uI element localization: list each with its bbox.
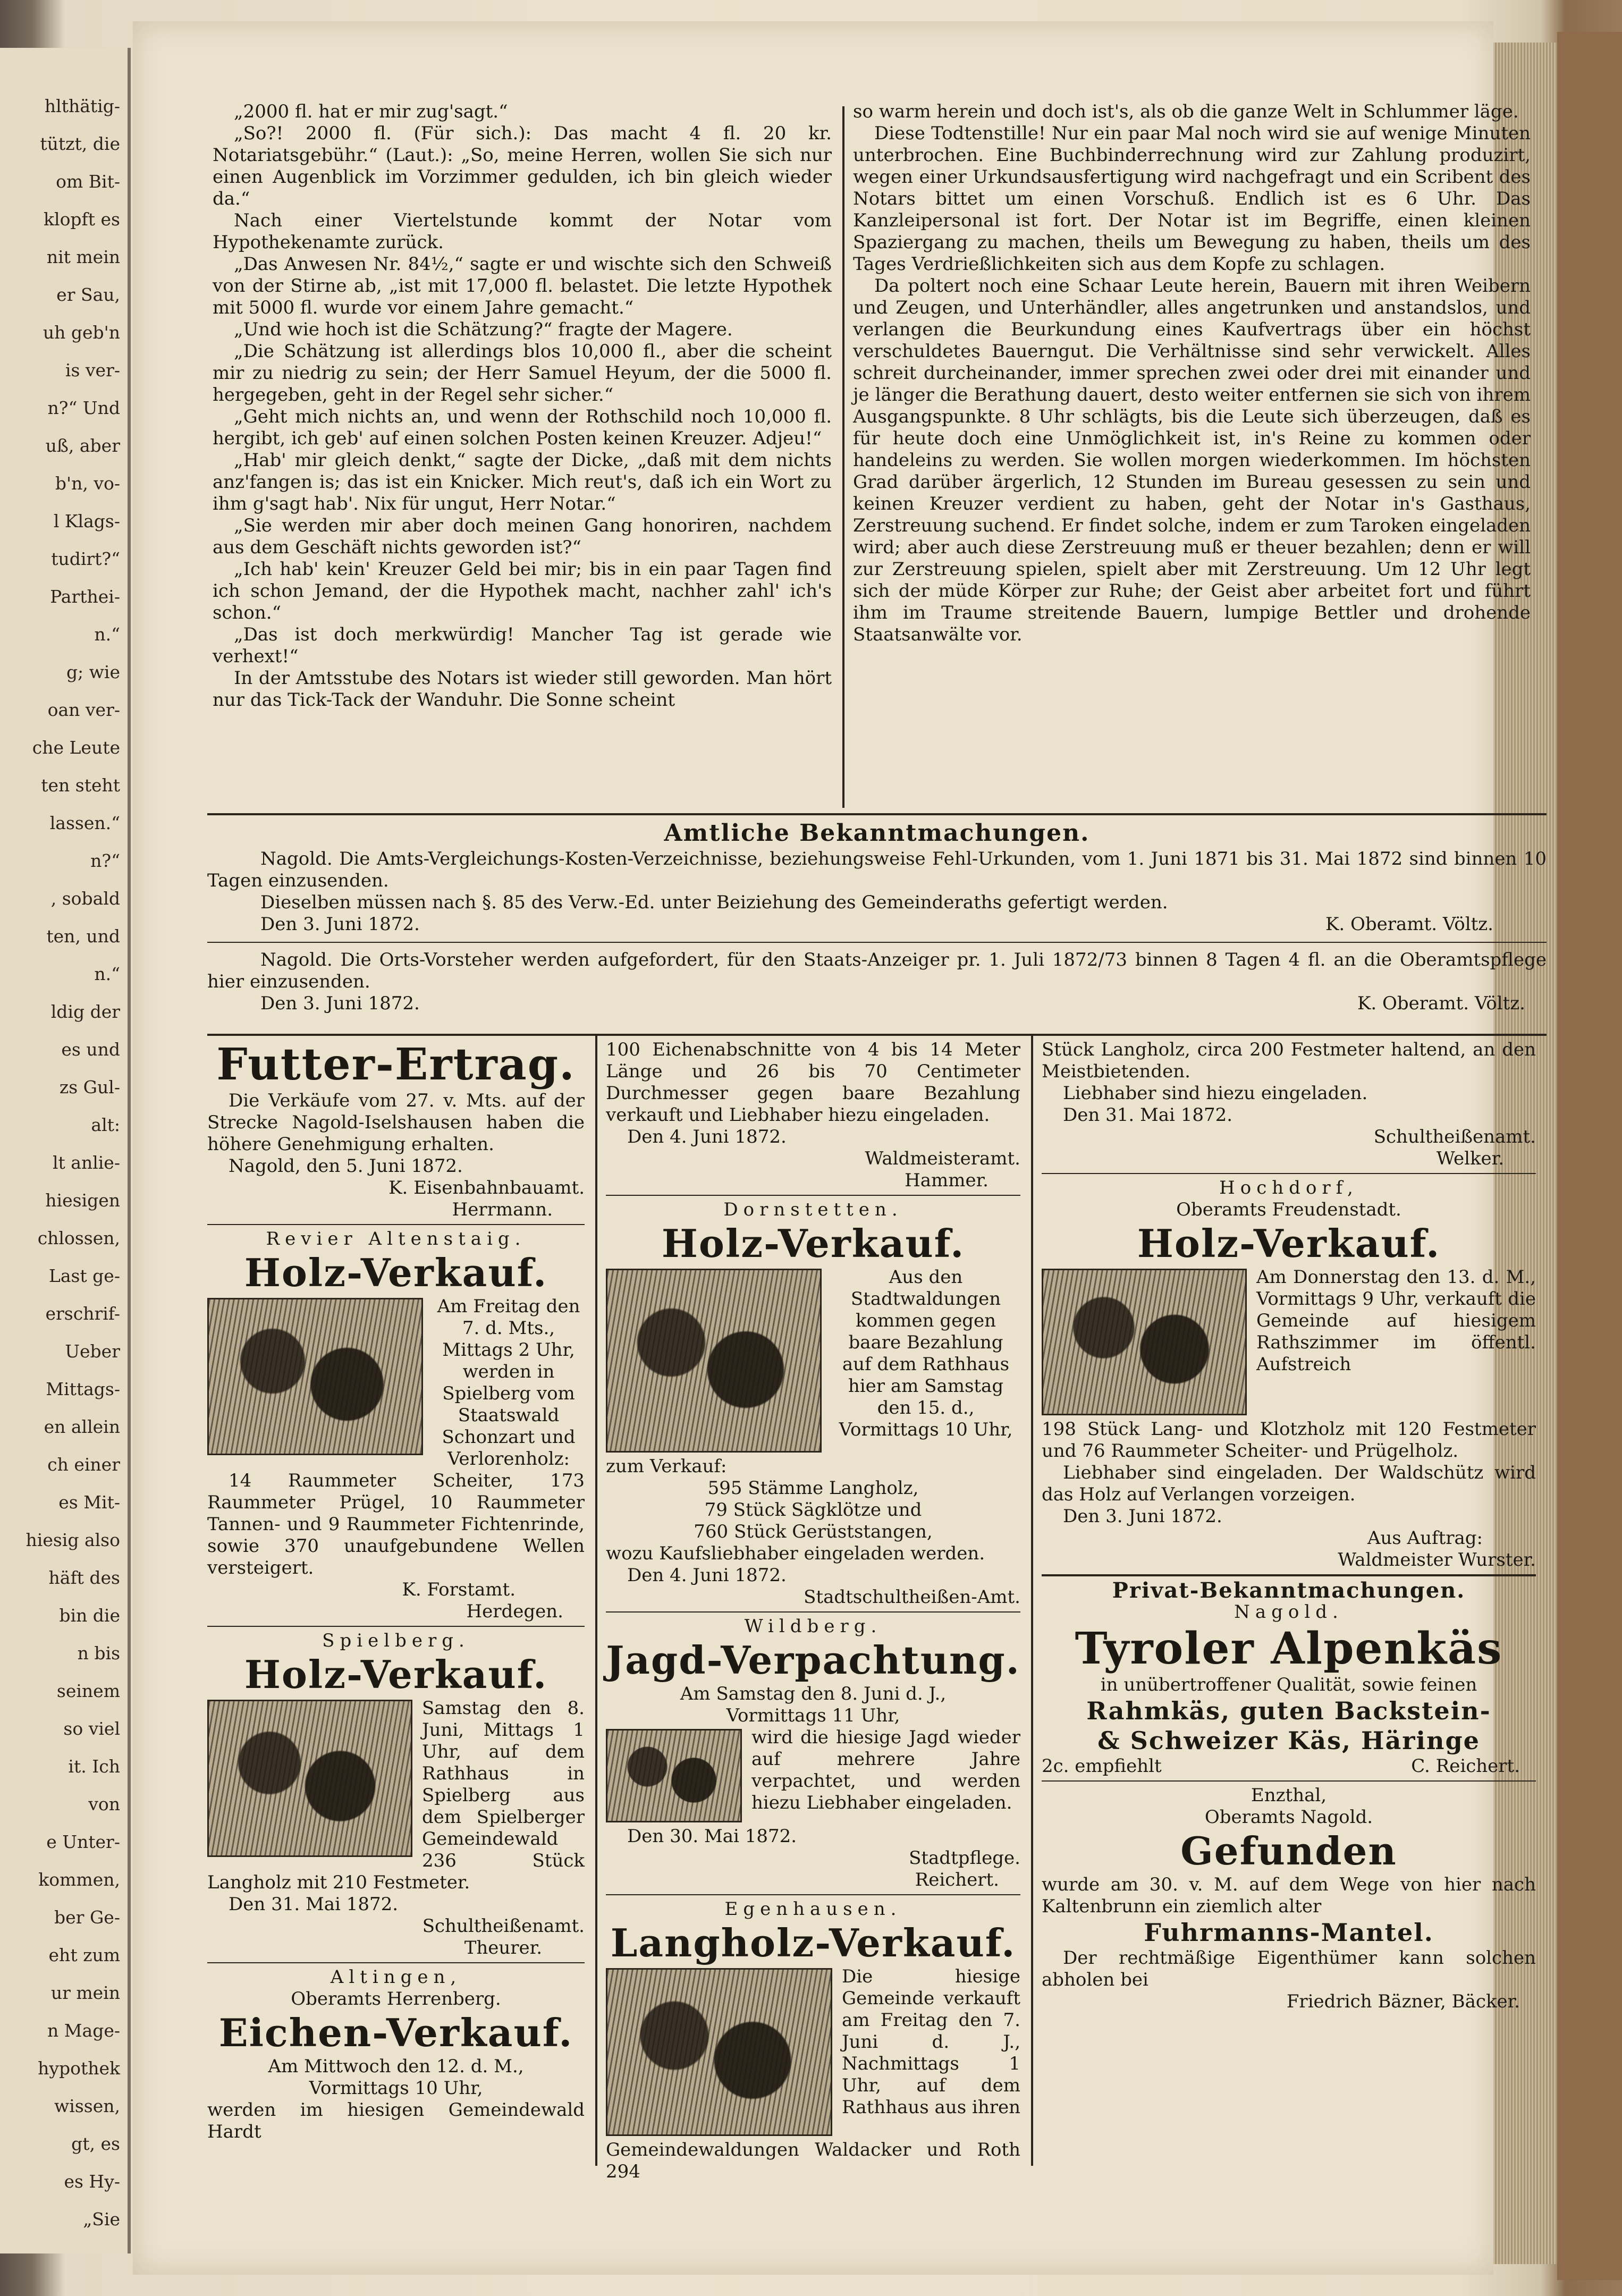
- previous-page-fragment: es Mit-: [58, 1492, 120, 1513]
- previous-page-fragment: n.“: [94, 964, 120, 984]
- dornstetten-l2: 79 Stück Sägklötze und: [704, 1499, 922, 1521]
- woodcut-forest-illustration: [606, 1269, 822, 1453]
- previous-page-fragment: n.“: [94, 624, 120, 645]
- official-notices: [207, 818, 1547, 1015]
- dornstetten-title: Holz-Verkauf.: [661, 1221, 965, 1266]
- altingen-place: Altingen,: [330, 1966, 462, 1988]
- ads-divider-2: [1031, 1034, 1033, 2166]
- previous-page-fragment: gt, es: [71, 2133, 120, 2154]
- hochdorf-items: 198 Stück Lang- und Klotzholz mit 120 Festmeter und 76 Raummeter Scheiter- und Prügelholz.: [1042, 1419, 1536, 1462]
- enzthal-sub: Oberamts Nagold.: [1204, 1807, 1373, 1828]
- section-rule: [207, 813, 1547, 815]
- ad-divider: [606, 1195, 1020, 1196]
- previous-page-fragment: ten steht: [41, 775, 120, 796]
- langholz-cont-sig1: Schultheißenamt.: [1373, 1126, 1536, 1147]
- altenstaig-items: 14 Raummeter Scheiter, 173 Raummeter Prügel, 10 Raummeter Tannen- und 9 Raummeter Fichtenrinde, sowie 370 unaufgebundene Wellen versteigert.: [207, 1470, 585, 1578]
- altingen-body2: Vormittags 10 Uhr,: [309, 2078, 483, 2099]
- wildberg-sig2: Reichert.: [915, 1869, 999, 1890]
- spielberg-title: Holz-Verkauf.: [244, 1652, 548, 1697]
- previous-page-fragment: „Sie: [83, 2209, 120, 2230]
- story-paragraph: so warm herein und doch ist's, als ob die ganze Welt in Schlummer läge.: [853, 101, 1519, 122]
- story-left-column: [213, 101, 832, 711]
- ad-divider: [606, 1611, 1020, 1613]
- story-right-column: [853, 101, 1531, 646]
- enzthal-sig: Friedrich Bäzner, Bäcker.: [1286, 1991, 1520, 2012]
- ad-divider: [207, 1626, 585, 1627]
- altenstaig-place: Revier Altenstaig.: [266, 1228, 526, 1250]
- futter-title: Futter-Ertrag.: [216, 1039, 576, 1090]
- hochdorf-sig2: Waldmeister Wurster.: [1338, 1549, 1536, 1571]
- story-paragraph: Da poltert noch eine Schaar Leute herein, Bauern mit ihren Weibern und Zeugen, und Unterhändler, alles angetrunken und anstandslos, und verlangen die Beurkundung eines Kaufvertrags über ein höchst verschuldetes Bauerngut. Die Verhältnisse sind sehr verwickelt. Alles schreit durcheinander, immer sprechen zwei oder drei mit einander und je länger die Berathung dauert, desto weiter entfernen sie sich von ihrem Ausgangspunkte. 8 Uhr schlägts, bis die Leute sich überzeugen, daß es für heute doch eine Unmöglichkeit ist, in's Reine zu kommen oder handeleins zu werden. Sie wollen morgen wiederkommen. Im höchsten Grad darüber ärgerlich, 12 Stunden im Bureau gesessen zu sein und keinen Kreuzer verdient zu haben, geht der Notar in's Gasthaus, Zerstreuung suchend. Er findet solche, indem er zum Taroken eingeladen wird; aber auch diese Zerstreuung muß er theuer bezahlen; denn er will zur Zerstreuung spielen, spielt aber mit Zerstreuung. Um 12 Uhr legt sich der müde Körper zur Ruhe; der Geist aber arbeitet fort und führt ihm im Traume streitende Bauern, lumpige Bettler und drohende Staatsanwälte vor.: [853, 275, 1531, 645]
- previous-page-fragment: hlthätig-: [44, 96, 120, 116]
- egenhausen-title: Langholz-Verkauf.: [610, 1920, 1016, 1965]
- previous-page-fragment: g; wie: [66, 662, 120, 682]
- dornstetten-date: Den 4. Juni 1872.: [627, 1565, 787, 1586]
- notice-divider: [207, 942, 1547, 943]
- story-paragraph: „Hab' mir gleich denkt,“ sagte der Dicke, „daß mit dem nichts anz'fangen is; das ist ein Knicker. Mich reut's, daß ich ein Wort zu ihm g'sagt hab'. Nix für ungut, Herr Notar.“: [213, 450, 832, 514]
- previous-page-fragment: n Mage-: [47, 2020, 120, 2041]
- spielberg-body: Samstag den 8. Juni, Mittags 1 Uhr, auf dem Rathhaus in Spielberg aus dem Spielberger Gemeindewald 236 Stück Langholz mit 210 Festmeter.: [207, 1698, 585, 1893]
- previous-page-fragment: ber Ge-: [54, 1907, 120, 1928]
- hochdorf-sub: Oberamts Freudenstadt.: [1176, 1199, 1401, 1220]
- wildberg-title: Jagd-Verpachtung.: [606, 1637, 1020, 1683]
- altingen-title: Eichen-Verkauf.: [218, 2010, 573, 2055]
- previous-page-fragment: ldig der: [50, 1001, 120, 1022]
- private-heading: Privat-Bekanntmachungen.: [1112, 1578, 1466, 1603]
- previous-page-fragment: Last ge-: [48, 1265, 120, 1286]
- eichen-cont-sig2: Hammer.: [905, 1170, 989, 1191]
- hochdorf-date: Den 3. Juni 1872.: [1063, 1506, 1222, 1527]
- hochdorf-title: Holz-Verkauf.: [1137, 1221, 1441, 1266]
- previous-page-fragment: seinem: [56, 1681, 120, 1701]
- previous-page-fragment: oan ver-: [47, 699, 120, 720]
- previous-page-fragment: ch einer: [47, 1454, 120, 1475]
- previous-page-fragment: klopft es: [44, 209, 120, 230]
- enzthal-item: Fuhrmanns-Mantel.: [1144, 1918, 1434, 1947]
- wildberg-place: Wildberg.: [744, 1616, 882, 1637]
- langholz-cont-body2: Liebhaber sind hiezu eingeladen.: [1063, 1083, 1368, 1104]
- previous-page-fragment: wissen,: [54, 2096, 120, 2116]
- hochdorf-body: Am Donnerstag den 13. d. M., Vormittags 9 Uhr, verkauft die Gemeinde auf hiesigem Rathszimmer im öffentl. Aufstreich: [1256, 1267, 1536, 1375]
- previous-page-fragment: is ver-: [65, 360, 120, 381]
- hochdorf-invite: Liebhaber sind eingeladen. Der Waldschütz wird das Holz auf Verlangen vorzeigen.: [1042, 1462, 1536, 1505]
- woodcut-forest-illustration: [1042, 1269, 1247, 1415]
- wildberg-body2: Vormittags 11 Uhr,: [726, 1705, 900, 1726]
- book-cover-edge: [1557, 32, 1622, 2280]
- previous-page-fragment: hiesigen: [45, 1190, 120, 1211]
- notice1-text2: Dieselben müssen nach §. 85 des Verw.-Ed. unter Beiziehung des Gemeinderaths gefertigt werden.: [260, 892, 1168, 913]
- story-paragraph: Diese Todtenstille! Nur ein paar Mal noch wird sie auf wenige Minuten unterbrochen. Eine Buchbinderrechnung wird zur Zahlung produzirt, wegen einer Urkundsausfertigung wird nachgefragt und ein Scribent des Notars bittet um einen Vorschuß. Endlich ist es 6 Uhr. Das Kanzleipersonal ist fort. Der Notar ist im Begriffe, einen kleinen Spaziergang zu machen, theils um Bewegung zu haben, theils um des Tages Verdrießlichkeiten sich aus dem Kopfe zu schlagen.: [853, 123, 1531, 275]
- enzthal-title: Gefunden: [1180, 1828, 1397, 1873]
- altingen-body3: werden im hiesigen Gemeindewald Hardt: [207, 2099, 585, 2142]
- previous-page-fragment: che Leute: [32, 737, 120, 758]
- story-paragraph: „2000 fl. hat er mir zug'sagt.“: [234, 101, 508, 122]
- previous-page-fragment: it. Ich: [68, 1756, 120, 1777]
- ads-column-1: [207, 1039, 585, 2143]
- eichen-cont-date: Den 4. Juni 1872.: [627, 1126, 787, 1147]
- wildberg-date: Den 30. Mai 1872.: [627, 1826, 797, 1847]
- altenstaig-sig2: Herdegen.: [466, 1601, 563, 1622]
- private-seller: C. Reichert.: [1411, 1755, 1520, 1777]
- previous-page-fragment: l Klags-: [53, 511, 120, 531]
- story-paragraph: „So?! 2000 fl. (Für sich.): Das macht 4 fl. 20 kr. Notariatsgebühr.“ (Laut.): „So, meine Herren, wollen Sie sich nur einen Augenblick im Vorzimmer gedulden, ich bin gleich wieder da.“: [213, 123, 832, 209]
- private-title: Tyroler Alpenkäs: [1075, 1623, 1503, 1674]
- futter-body: Die Verkäufe vom 27. v. Mts. auf der Strecke Nagold-Iselshausen haben die höhere Genehmigung erhalten.: [207, 1090, 585, 1155]
- wildberg-body3: wird die hiesige Jagd wieder auf mehrere Jahre verpachtet, und werden hiezu Liebhaber eingeladen.: [751, 1727, 1020, 1813]
- ads-divider-1: [595, 1034, 597, 2166]
- langholz-cont-body: Stück Langholz, circa 200 Festmeter haltend, an den Meistbietenden.: [1042, 1039, 1536, 1082]
- story-paragraph: „Sie werden mir aber doch meinen Gang honoriren, nachdem aus dem Geschäft nichts geworden ist?“: [213, 515, 832, 558]
- newspaper-page: [133, 21, 1547, 2275]
- previous-page-fragment: bin die: [59, 1605, 120, 1626]
- dornstetten-tail: wozu Kaufsliebhaber eingeladen werden.: [606, 1543, 985, 1564]
- ad-divider: [207, 1224, 585, 1225]
- private-line1: in unübertroffener Qualität, sowie feinen: [1100, 1674, 1477, 1695]
- previous-page-fragment: om Bit-: [56, 171, 120, 192]
- previous-page-fragment: uß, aber: [45, 435, 120, 456]
- notice1-signer: K. Oberamt. Völtz.: [1325, 914, 1493, 935]
- previous-page-fragment: tudirt?“: [51, 548, 120, 569]
- story-paragraph: „Ich hab' kein' Kreuzer Geld bei mir; bis in ein paar Tagen find ich schon Jemand, der die Hypothek macht, nachher zahl' ich's schon.“: [213, 559, 832, 623]
- dornstetten-zum: zum Verkauf:: [606, 1456, 727, 1477]
- previous-page-fragment: es und: [61, 1039, 120, 1060]
- previous-page-fragment: kommen,: [38, 1869, 120, 1890]
- eichen-cont-sig1: Waldmeisteramt.: [865, 1148, 1020, 1169]
- previous-page-fragment: e Unter-: [46, 1831, 120, 1852]
- story-paragraph: Nach einer Viertelstunde kommt der Notar vom Hypothekenamte zurück.: [213, 210, 832, 253]
- previous-page-fragment: lt anlie-: [52, 1152, 120, 1173]
- previous-page-fragment: Ueber: [65, 1341, 120, 1362]
- woodcut-forest-illustration: [207, 1700, 412, 1857]
- private-place: Nagold.: [1234, 1601, 1344, 1623]
- previous-page-fragment: alt:: [91, 1115, 120, 1135]
- previous-page-fragment: häft des: [48, 1567, 120, 1588]
- woodcut-hunter-illustration: [606, 1729, 742, 1822]
- dornstetten-l1: 595 Stämme Langholz,: [707, 1478, 919, 1499]
- previous-page-fragment: chlossen,: [37, 1228, 120, 1248]
- eichen-cont-body: 100 Eichenabschnitte von 4 bis 14 Meter Länge und 26 bis 70 Centimeter Durchmesser gegen baare Bezahlung verkauft und Liebhaber hiezu eingeladen.: [606, 1039, 1020, 1126]
- ad-divider: [606, 1894, 1020, 1895]
- altingen-body1: Am Mittwoch den 12. d. M.,: [268, 2056, 524, 2077]
- ads-rule: [207, 1034, 1547, 1036]
- notice2-text: Nagold. Die Orts-Vorsteher werden aufgefordert, für den Staats-Anzeiger pr. 1. Juli 1872/73 binnen 8 Tagen 4 fl. an die Oberamtspflege hier einzusenden.: [207, 949, 1547, 992]
- previous-page-fragment: Parthei-: [50, 586, 120, 607]
- spielberg-sig1: Schultheißenamt.: [422, 1915, 585, 1937]
- story-paragraph: „Geht mich nichts an, und wenn der Rothschild noch 10,000 fl. hergibt, ich geb' auf einen solchen Posten keinen Kreuzer. Adjeu!“: [213, 406, 832, 449]
- previous-page-fragment: en allein: [44, 1416, 120, 1437]
- private-big2: & Schweizer Käs, Häringe: [1097, 1726, 1480, 1755]
- previous-page-fragment: , sobald: [50, 888, 120, 909]
- previous-page-edge: [0, 48, 131, 2253]
- story-paragraph: „Und wie hoch ist die Schätzung?“ fragte der Magere.: [234, 319, 733, 340]
- egenhausen-place: Egenhausen.: [724, 1898, 902, 1920]
- previous-page-fragment: es Hy-: [64, 2171, 120, 2192]
- woodcut-forest-illustration: [207, 1298, 423, 1455]
- spielberg-sig2: Theurer.: [464, 1937, 542, 1959]
- wildberg-sig1: Stadtpflege.: [909, 1847, 1020, 1869]
- notice1-text: Nagold. Die Amts-Vergleichungs-Kosten-Verzeichnisse, beziehungsweise Fehl-Urkunden, vom 1. Juni 1871 bis 31. Mai 1872 sind binnen 10 Tagen einzusenden.: [207, 848, 1547, 891]
- previous-page-fragment: nit mein: [46, 247, 120, 267]
- notice1-date: Den 3. Juni 1872.: [260, 914, 420, 935]
- previous-page-fragment: so viel: [63, 1718, 120, 1739]
- previous-page-fragment: n bis: [77, 1643, 120, 1664]
- notice2-signer: K. Oberamt. Völtz.: [1357, 993, 1525, 1014]
- altenstaig-title: Holz-Verkauf.: [244, 1250, 548, 1295]
- hochdorf-place: Hochdorf,: [1219, 1177, 1358, 1198]
- previous-page-fragment: von: [88, 1794, 120, 1814]
- previous-page-fragment: lassen.“: [49, 813, 120, 833]
- altenstaig-body: Am Freitag den 7. d. Mts., Mittags 2 Uhr, werden in Spielberg vom Staatswald Schonzart und Verlorenholz:: [437, 1296, 580, 1470]
- previous-page-fragment: n?“ Und: [47, 398, 120, 418]
- dornstetten-body: Aus den Stadtwaldungen kommen gegen baare Bezahlung auf dem Rathhaus hier am Samstag den 15. d., Vormittags 10 Uhr,: [839, 1267, 1013, 1440]
- previous-page-fragment: n?“: [90, 850, 120, 871]
- previous-page-fragment: uh geb'n: [43, 322, 120, 343]
- langholz-cont-date: Den 31. Mai 1872.: [1063, 1104, 1233, 1126]
- ads-column-2: [606, 1039, 1020, 2183]
- spielberg-place: Spielberg.: [322, 1630, 470, 1651]
- dornstetten-sig: Stadtschultheißen-Amt.: [804, 1586, 1020, 1608]
- enzthal-place: Enzthal,: [1251, 1785, 1327, 1806]
- previous-page-fragment: ten, und: [46, 926, 120, 947]
- story-paragraph: „Das Anwesen Nr. 84½,“ sagte er und wischte sich den Schweiß von der Stirne ab, „ist mit 17,000 fl. belastet. Die letzte Hypothek mit 5000 fl. wurde vor einem Jahre gemacht.“: [213, 254, 832, 318]
- wildberg-body1: Am Samstag den 8. Juni d. J.,: [680, 1683, 947, 1704]
- egenhausen-body: Die hiesige Gemeinde verkauft am Freitag den 7. Juni d. J., Nachmittags 1 Uhr, auf dem Rathhaus aus ihren Gemeindewaldungen Waldacker und Roth 294: [606, 1966, 1020, 2182]
- ad-divider: [1042, 1574, 1536, 1576]
- ads-column-3: [1042, 1039, 1536, 2013]
- column-divider: [842, 106, 844, 808]
- previous-page-fragment: erschrif-: [45, 1303, 120, 1324]
- ad-divider: [1042, 1173, 1536, 1174]
- story-paragraph: „Das ist doch merkwürdig! Mancher Tag ist gerade wie verhext!“: [213, 624, 832, 667]
- previous-page-fragment: er Sau,: [56, 284, 120, 305]
- ad-divider: [1042, 1780, 1536, 1782]
- previous-page-fragment: Mittags-: [46, 1379, 120, 1399]
- previous-page-fragment: hypothek: [38, 2058, 120, 2079]
- ad-divider: [207, 1962, 585, 1963]
- previous-page-fragment: ur mein: [50, 1982, 120, 2003]
- previous-page-fragment: tützt, die: [40, 133, 120, 154]
- previous-page-fragment: b'n, vo-: [55, 473, 120, 494]
- dornstetten-l3: 760 Stück Gerüststangen,: [694, 1521, 933, 1542]
- futter-sig2: Herrmann.: [452, 1199, 553, 1220]
- enzthal-body2: Der rechtmäßige Eigenthümer kann solchen abholen bei: [1042, 1947, 1536, 1990]
- langholz-cont-sig2: Welker.: [1436, 1148, 1504, 1169]
- spielberg-date: Den 31. Mai 1872.: [229, 1894, 399, 1915]
- futter-sig1: K. Eisenbahnbauamt.: [388, 1177, 585, 1198]
- story-paragraph: „Die Schätzung ist allerdings blos 10,000 fl., aber die scheint mir zu niedrig zu sein; der Herr Samuel Heyum, der die 5000 fl. hergegeben, geht in der Regel sehr sicher.“: [213, 341, 832, 406]
- private-line2: 2c. empfiehlt: [1042, 1755, 1162, 1777]
- previous-page-fragment: zs Gul-: [59, 1077, 120, 1098]
- woodcut-forest-illustration: [606, 1968, 832, 2136]
- official-heading: Amtliche Bekanntmachungen.: [664, 820, 1090, 847]
- altingen-sub: Oberamts Herrenberg.: [291, 1988, 501, 2010]
- dornstetten-place: Dornstetten.: [723, 1199, 903, 1220]
- previous-page-fragment: hiesig also: [26, 1530, 120, 1550]
- story-paragraph: In der Amtsstube des Notars ist wieder still geworden. Man hört nur das Tick-Tack der Wanduhr. Die Sonne scheint: [213, 668, 832, 711]
- altenstaig-sig1: K. Forstamt.: [402, 1579, 516, 1600]
- hochdorf-sig1: Aus Auftrag:: [1367, 1527, 1483, 1549]
- enzthal-body: wurde am 30. v. M. auf dem Wege von hier nach Kaltenbrunn ein ziemlich alter: [1042, 1874, 1536, 1917]
- futter-place: Nagold, den 5. Juni 1872.: [229, 1155, 463, 1177]
- previous-page-fragment: eht zum: [48, 1945, 120, 1965]
- notice2-date: Den 3. Juni 1872.: [260, 993, 420, 1014]
- private-big1: Rahmkäs, guten Backstein-: [1086, 1696, 1491, 1725]
